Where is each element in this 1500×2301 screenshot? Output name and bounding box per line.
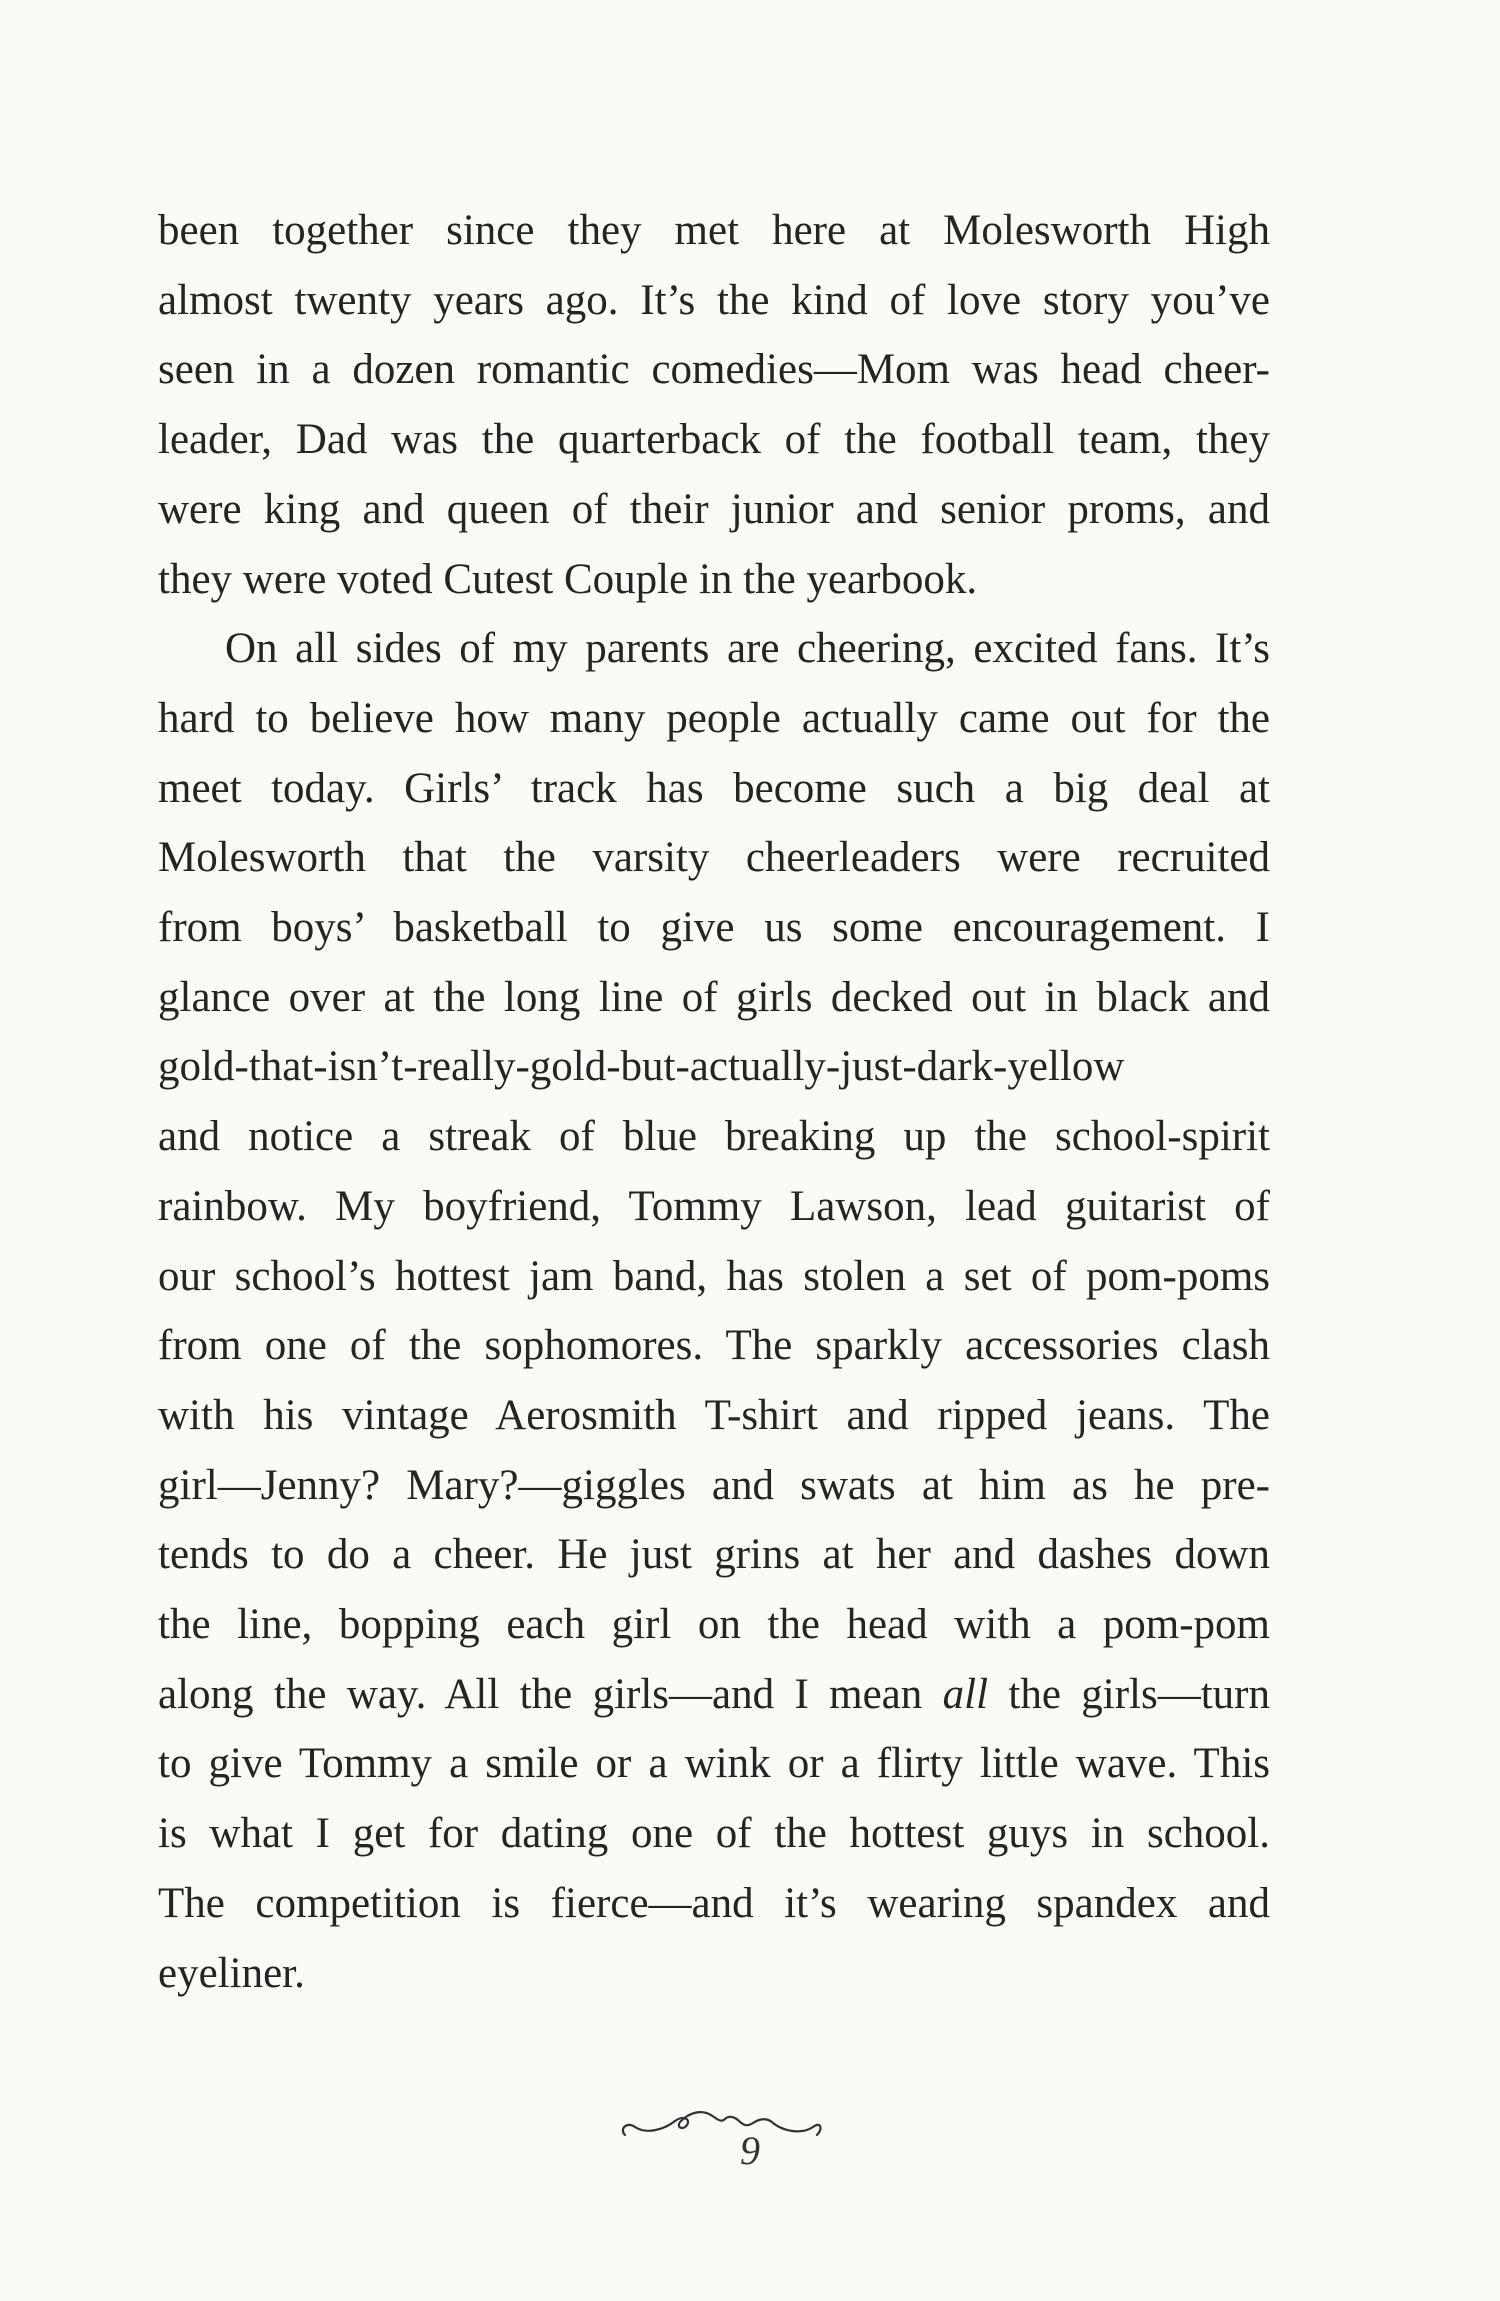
text-line: and notice a streak of blue breaking up the school-spirit — [158, 1113, 1270, 1161]
text-line: meet today. Girls’ track has become such a big deal at — [158, 764, 1270, 812]
text-line: the line, bopping each girl on the head with a pom-pom — [158, 1601, 1270, 1649]
text-line: from one of the sophomores. The sparkly accessories clash — [158, 1322, 1270, 1370]
text-line: leader, Dad was the quarterback of the football team, they — [158, 416, 1270, 464]
text-line: seen in a dozen romantic comedies—Mom was head cheer- — [158, 346, 1270, 394]
text-line: were king and queen of their junior and senior proms, and — [158, 485, 1270, 533]
page-number: 9 — [740, 2128, 760, 2173]
text-line: been together since they met here at Molesworth High — [158, 207, 1270, 254]
text-line: to give Tommy a smile or a wink or a flirty little wave. This — [158, 1740, 1270, 1788]
text-line: On all sides of my parents are cheering, excited fans. It’s — [225, 625, 1270, 673]
text-line: tends to do a cheer. He just grins at her and dashes down — [158, 1531, 1270, 1579]
text-segment: the girls—turn — [988, 1670, 1270, 1718]
page-footer — [0, 2105, 1500, 2205]
text-line: they were voted Cutest Couple in the yearbook. — [158, 555, 978, 603]
text-line: Molesworth that the varsity cheerleaders were recruited — [158, 834, 1270, 882]
text-line-with-emphasis — [158, 1660, 1270, 1730]
emphasis-text: all — [942, 1670, 989, 1718]
text-segment: along the way. All the girls—and I mean — [158, 1670, 943, 1718]
text-line: The competition is fierce—and it’s wearing spandex and — [158, 1879, 1270, 1927]
text-line: is what I get for dating one of the hottest guys in school. — [158, 1810, 1270, 1858]
text-line: rainbow. My boyfriend, Tommy Lawson, lead guitarist of — [158, 1182, 1270, 1230]
text-line: with his vintage Aerosmith T-shirt and ripped jeans. The — [158, 1391, 1270, 1439]
text-line: glance over at the long line of girls decked out in black and — [158, 973, 1270, 1021]
text-line: hard to believe how many people actually came out for the — [158, 694, 1270, 742]
text-line: our school’s hottest jam band, has stolen a set of pom-poms — [158, 1252, 1270, 1300]
text-line: eyeliner. — [158, 1949, 305, 1997]
body-text — [158, 196, 1270, 2008]
text-line: gold-that-isn’t-really-gold-but-actually-just-dark-yellow — [158, 1043, 1125, 1091]
text-line: from boys’ basketball to give us some encouragement. I — [158, 904, 1270, 952]
text-line: girl—Jenny? Mary?—giggles and swats at him as he pre- — [158, 1461, 1270, 1509]
text-line: almost twenty years ago. It’s the kind of love story you’ve — [158, 276, 1270, 324]
